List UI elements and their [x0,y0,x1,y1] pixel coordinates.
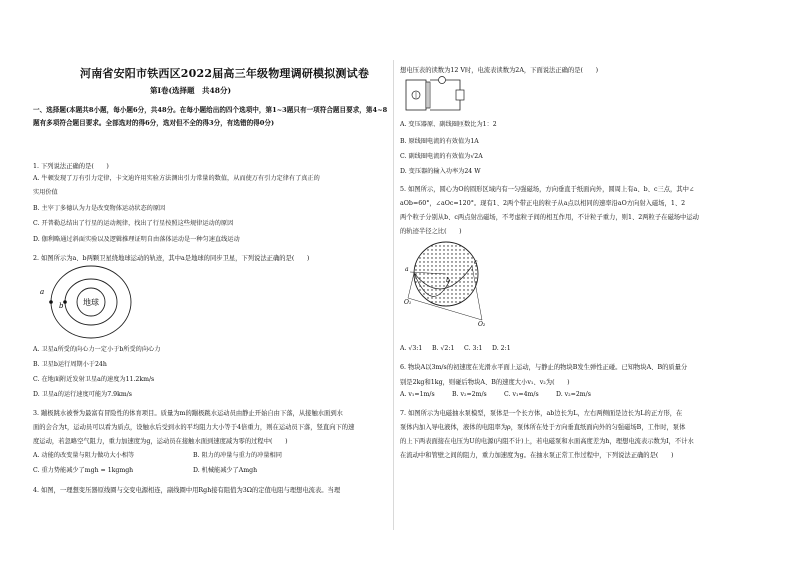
q7-line4: 在流动中和管壁之间的阻力，重力加速度为g。在抽水泵正常工作过程中，下列说法正确的是( ) [400,452,674,459]
satellite-a-dot [49,300,53,304]
q7-line3: 的上下两表面接在电压为U的电源(内阻不计)上，若电磁泵和水面高度差为h，理想电流表示数为I，不计水 [400,438,694,445]
satellite-a-label: a [40,288,45,296]
q5-option-c: C. 3:1 [464,345,483,352]
column-divider [393,60,394,530]
exam-title: 河南省安阳市铁西区2022届高三年级物理调研模拟测试卷 [80,67,370,80]
q5-option-a: A. √3:1 [400,345,423,352]
q7-line2: 泵体内加入导电液体，液体的电阻率为ρ，泵体所在处于方向垂直纸面向外的匀强磁场B，工作时，泵体 [400,424,686,431]
q5-line3: 两个粒子分别从b、c两点射出磁场，不考虑粒子间的相互作用，不计粒子重力，则1、2两粒子在磁场中运动 [400,214,699,221]
q5-option-d: D. 2:1 [492,345,511,352]
point-c-label: c [474,259,478,266]
q2-option-b: B. 卫星b运行周期小于24h [33,361,107,368]
q3-option-b: B. 阻力的冲量与重力的冲量相同 [193,452,282,459]
q1-option-a-line1: A. 牛顿发现了万有引力定律，卡文迪许用实验方法测出引力常量的数值，从而使万有引力定律有了真正的 [33,175,320,182]
q5-line4: 的轨迹半径之比( ) [400,228,462,235]
q2-option-d: D. 卫星a的运行速度可能为7.9km/s [33,391,132,398]
resistor-icon [456,90,464,100]
q5-line2: aOb=60°，∠aOc=120°。现有1、2两个带正电的粒子从a点以相同的速率沿aO方向射入磁场，1、2 [400,200,686,207]
q5-option-b: B. √2:1 [432,345,455,352]
q5-line1: 5. 如图所示，圆心为O的圆形区域内有一匀强磁场，方向垂直于纸面向外，圆周上有a、b、c三点，其中∠ [400,186,695,193]
radius-line-o1 [408,273,414,298]
o1-label: O₁ [404,299,412,306]
q1-option-b: B. 主宰丁多德认为力是改变物体运动状态的原因 [33,205,166,212]
q1-option-d: D. 伽利略通过斜面实验以及逻辑推理证明自由落体运动是一种匀速直线运动 [33,236,240,243]
q3-option-c: C. 重力势能减少了mgh = 1kgmgh [33,467,134,474]
q4-line1: 4. 如图，一理想变压器原线圈与交变电源相连，副线圈中用Rgh接有阻值为3Ω的定值电阻与理想电流表。当理 [33,487,341,494]
q2-stem: 2. 如图所示为a、b两颗卫星绕地球运动的轨迹，其中a是地球的同步卫星，下列说法正确的是( ) [33,255,310,262]
q3-option-d: D. 机械能减少了Amgh [193,467,258,474]
earth-label: 地球 [83,298,99,307]
q3-line3: 度运动，若忽略空气阻力，重力加速度为g，运动员在接触水面到速度减为零的过程中( ) [33,438,288,445]
q1-stem: 1. 下列说法正确的是( ) [33,163,109,170]
q2-option-a: A. 卫星a所受的向心力一定小于b所受的向心力 [33,346,161,353]
transformer-diagram [404,76,466,114]
point-a-label: a [405,266,409,273]
q4-option-c: C. 副线圈电流的有效值为√2A [400,153,483,160]
q7-line1: 7. 如图所示为电磁抽水泵模型，泵体是一个长方体，ab边长为L，左右两侧面是边长为L的正方形，在 [400,410,683,417]
q1-option-c: C. 开普勒总结出了行星的运动规律，找出了行星按照这些规律运动的原因 [33,220,234,227]
q6-option-b: B. v₂=2m/s [452,391,487,398]
q6-option-c: C. v₁=4m/s [504,391,539,398]
q4-line2: 想电压表的读数为12 V时，电流表读数为2A，下面说法正确的是( ) [400,67,599,74]
satellite-b-label: b [59,302,64,310]
o2-label: O₂ [478,321,486,328]
q3-line2: 面的会合为t，运动员可以看为质点，设触水后受到水的平均阻力大小等于4倍重力，则在运动员下落，竖直向下的速 [33,424,355,431]
orbit-diagram [33,263,173,341]
q4-option-b: B. 原线圈电流的有效值为1A [400,138,479,145]
q6-line1: 6. 物块A以3m/s的初速度在光滑水平面上运动，与静止的物块B发生弹性正碰。已知物块A、B的质量分 [400,364,688,371]
q1-option-a-line2: 实用价值 [33,189,58,196]
satellite-b-dot [63,300,67,304]
q6-option-a: A. v₁=1m/s [400,391,435,398]
secondary-loop [430,80,460,110]
q4-option-a: A. 变压器原、副线圈匝数比为1：2 [400,121,497,128]
q4-option-d: D. 变压器的输入功率为24 W [400,168,481,175]
q2-option-c: C. 在地面附近发射卫星a的速度为11.2km/s [33,376,155,383]
ammeter-icon [439,77,446,84]
section-subtitle: 第Ⅰ卷(选择题 共48分) [150,86,232,95]
q6-line2: 别是2kg和1kg，则碰后物块A、B的速度大小v₁、v₂为( ) [400,379,570,386]
q6-option-d: D. v₂=2m/s [556,391,591,398]
section-instruction: 一、选择题(本题共8小题，每小题6分，共48分。在每小题给出的四个选项中，第1~3题只有一项符合题目要求，第4~8题有多项符合题目要求。全部选对的得6分，选对但不全的得3分，有选错的得0分) [33,106,388,127]
q3-option-a: A. 动能的改变量与阻力做功大小相等 [33,452,135,459]
point-b-label: b [446,277,450,284]
q3-line1: 3. 蹦极跳水被誉为最富有冒险性的体育项目。质量为m的蹦极跳水运动员由静止开始自由下落，从接触水面到水 [33,410,343,417]
magnetic-field-diagram [402,236,486,328]
